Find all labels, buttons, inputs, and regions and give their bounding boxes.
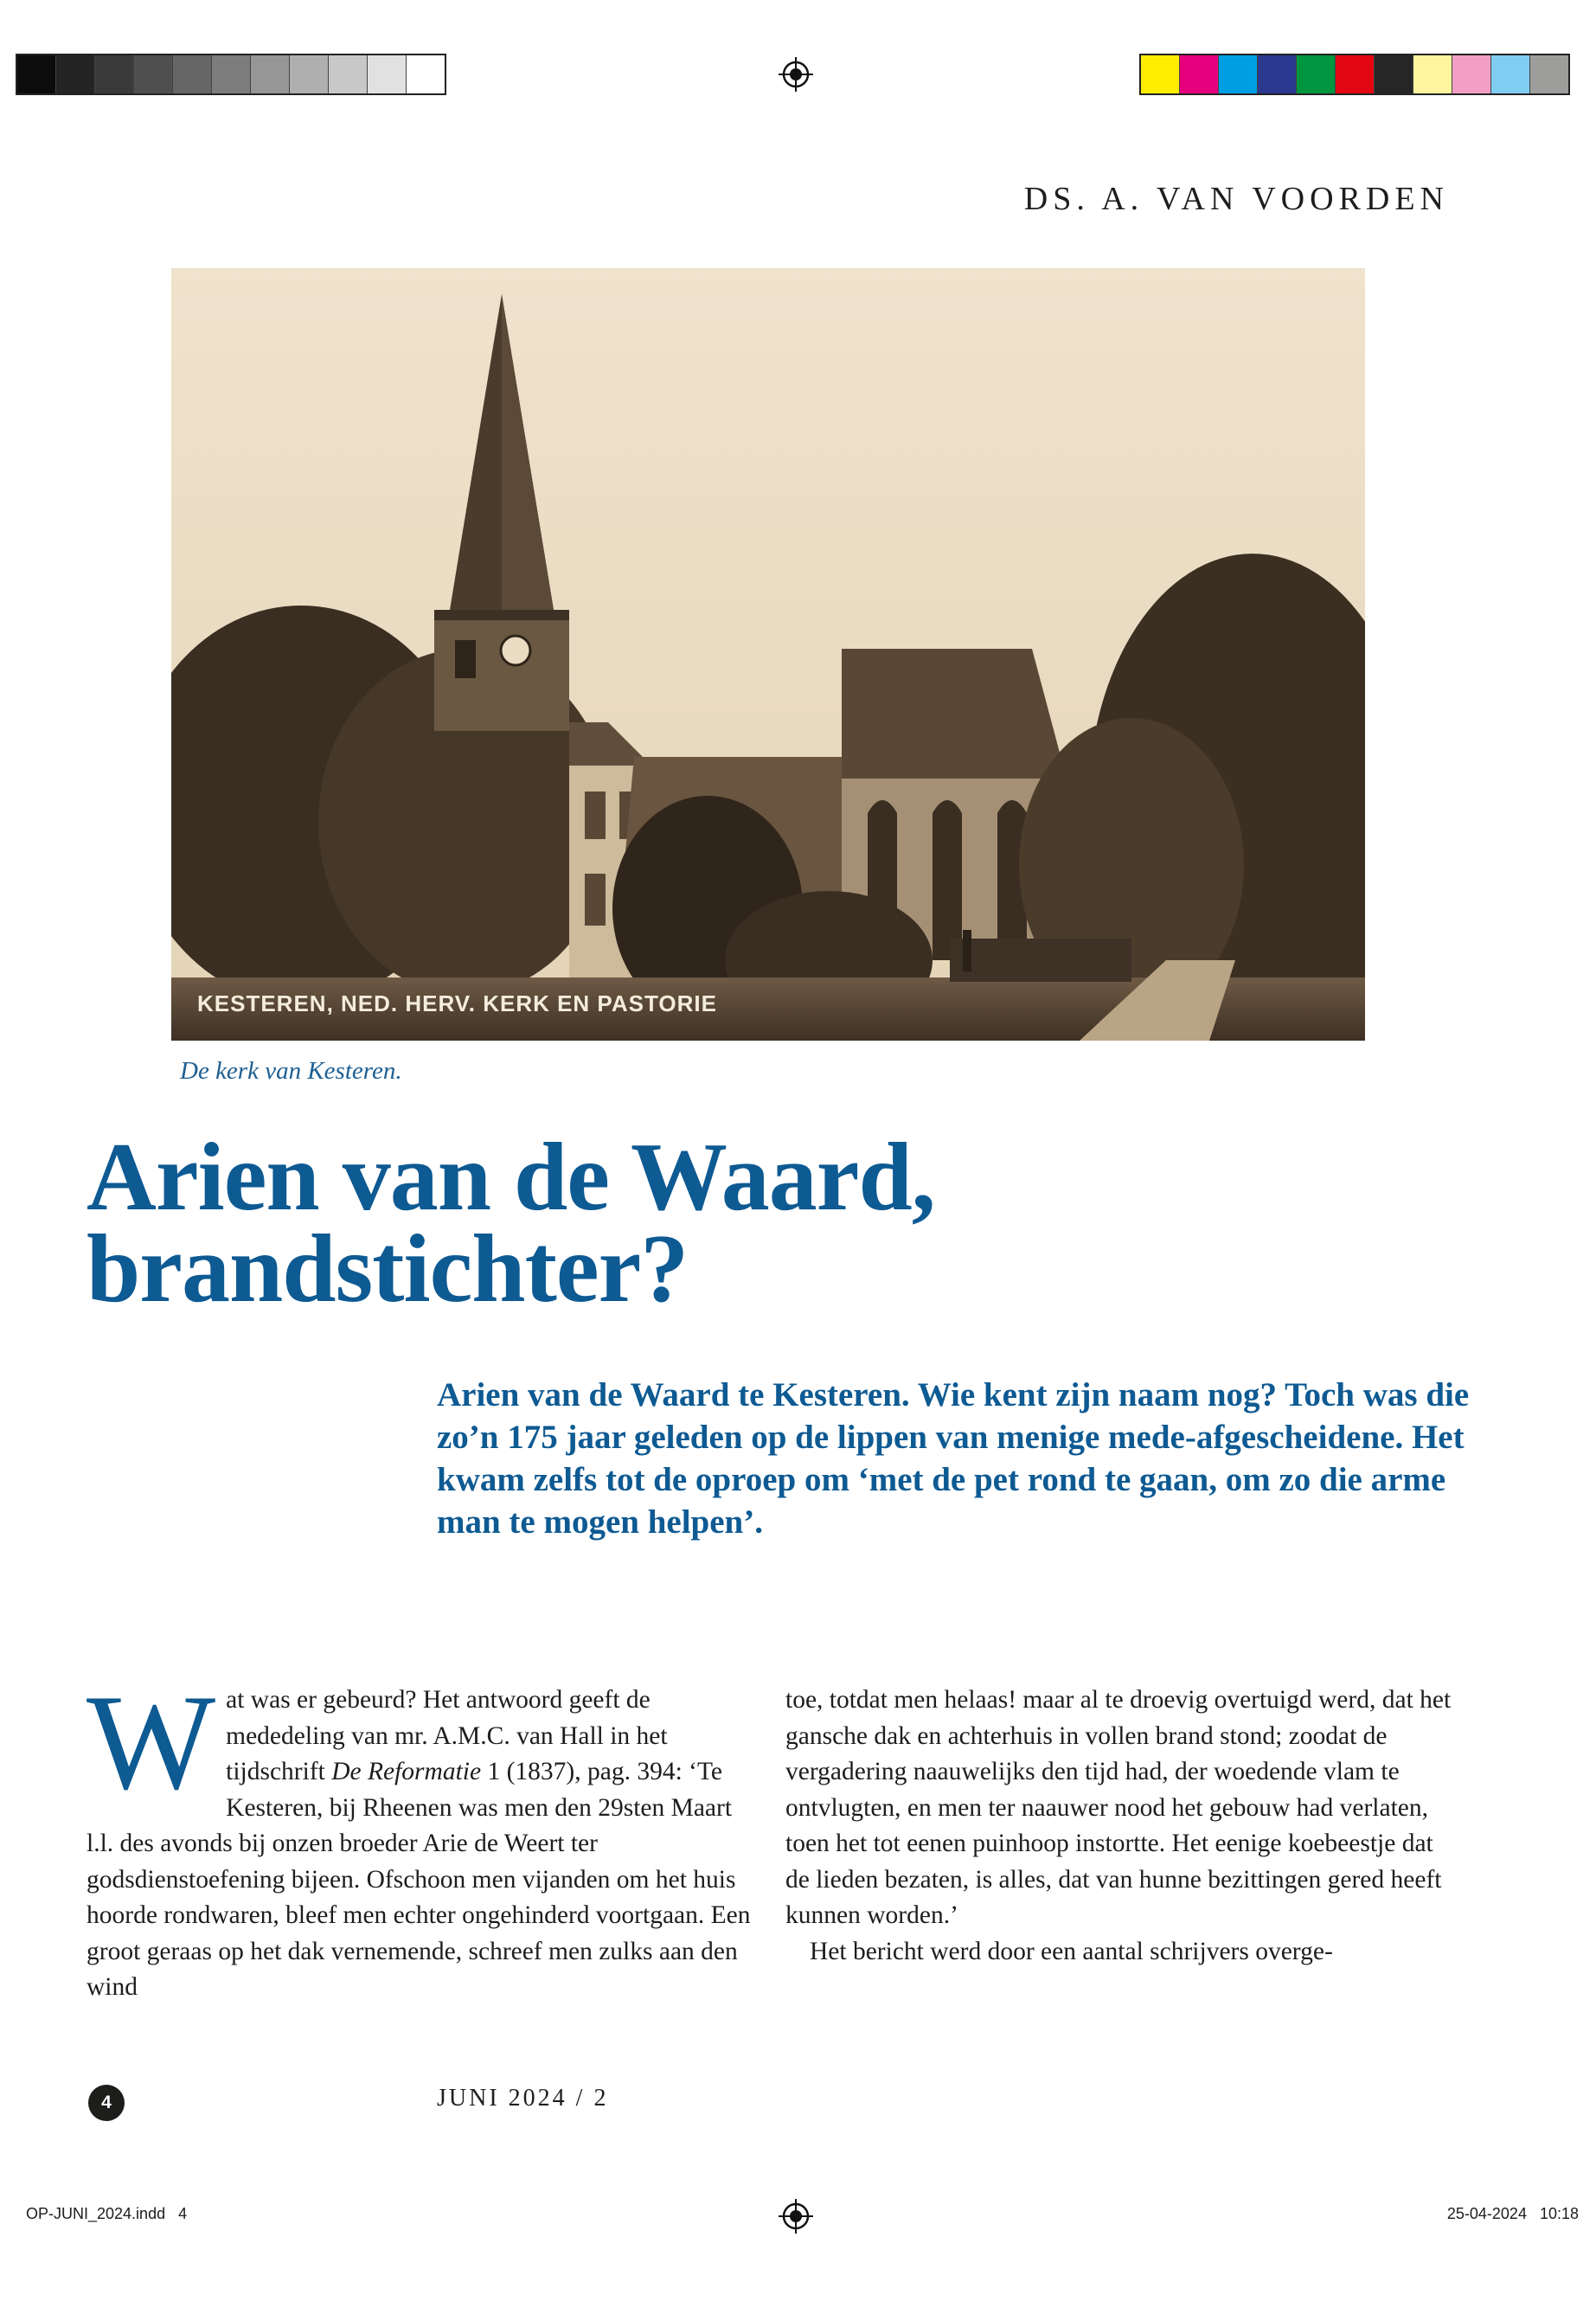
color-swatch — [1258, 55, 1297, 93]
body-paragraph: toe, totdat men helaas! maar al te droevig overtuigd werd, dat het gansche dak en achterhuis in vollen brand stond; zoodat de vergadering naauwelijks den tijd had, der woedende vlam te ontvlugten, en men ter naauwer nood het gebouw had verlaten, toen het tot eenen puinhoop instortte. Het eenige koebeestje dat de lieden bezaten, is alles, dat van hunne bezittingen gered heeft kunnen worden.’ — [785, 1686, 1452, 1929]
gray-swatch — [17, 55, 56, 93]
gray-swatch — [368, 55, 407, 93]
color-swatch — [1375, 55, 1413, 93]
article-lead: Arien van de Waard te Kesteren. Wie kent zijn naam nog? Toch was die zo’n 175 jaar geleden op de lippen van menige mede-afgescheidene. Het kwam zelfs tot de oproep om ‘met de pet rond te gaan, om zo die arme man te mogen helpen’. — [437, 1376, 1470, 1541]
journal-title: De Reformatie — [331, 1758, 482, 1785]
gray-swatch — [173, 55, 212, 93]
issue-label: JUNI 2024 / 2 — [437, 2085, 609, 2112]
body-column-1 — [87, 1667, 753, 2006]
color-swatch — [1336, 55, 1375, 93]
gray-swatch — [212, 55, 251, 93]
title-line-1: Arien van de Waard, — [87, 1124, 935, 1231]
color-swatch — [1452, 55, 1491, 93]
grayscale-calibration-strip — [16, 54, 446, 95]
body-text: 1 (1837), pag. 394: ‘Te Kesteren, bij Rheenen was men den 29sten Maart l.l. des avonds bij onzen broeder Arie de Weert ter godsdienstoefening bijeen. Ofschoon men vijanden om het huis hoorde rondwaren, bleef men echter ongehinderd voortgaan. Een groot geraas op het dak vernemende, schreef men zulks aan den wind — [87, 1758, 751, 2001]
photo-overlay-label: KESTEREN, NED. HERV. KERK EN PASTORIE — [197, 990, 717, 1016]
color-swatch — [1491, 55, 1530, 93]
file-slug: OP-JUNI_2024.indd 4 — [26, 2205, 188, 2222]
color-calibration-strip — [1139, 54, 1570, 95]
registration-mark-icon — [779, 2199, 813, 2234]
body-column-2 — [785, 1682, 1452, 1970]
photo-caption: De kerk van Kesteren. — [180, 1057, 402, 1085]
title-line-2: brandstichter? — [87, 1215, 689, 1323]
color-swatch — [1413, 55, 1452, 93]
color-swatch — [1219, 55, 1258, 93]
article-title — [87, 1124, 1471, 1323]
gray-swatch — [290, 55, 329, 93]
color-swatch — [1530, 55, 1568, 93]
body-text: at was er gebeurd? Het antwoord geeft de mededeling van mr. A.M.C. van Hall in het tijdschrift — [226, 1686, 668, 1785]
author-name: DS. A. VAN VOORDEN — [1023, 181, 1449, 217]
print-timestamp: 25-04-2024 10:18 — [1446, 2205, 1579, 2222]
drop-cap: W — [87, 1667, 216, 1818]
registration-mark-icon — [779, 57, 813, 92]
color-swatch — [1141, 55, 1180, 93]
gray-swatch — [251, 55, 290, 93]
gray-swatch — [95, 55, 134, 93]
color-swatch — [1297, 55, 1336, 93]
gray-swatch — [407, 55, 445, 93]
gray-swatch — [329, 55, 368, 93]
church-photo — [171, 268, 1365, 1041]
color-swatch — [1180, 55, 1219, 93]
page-number-badge: 4 — [88, 2085, 125, 2121]
gray-swatch — [134, 55, 173, 93]
gray-swatch — [56, 55, 95, 93]
body-paragraph: Het bericht werd door een aantal schrijvers overge- — [810, 1937, 1333, 1965]
